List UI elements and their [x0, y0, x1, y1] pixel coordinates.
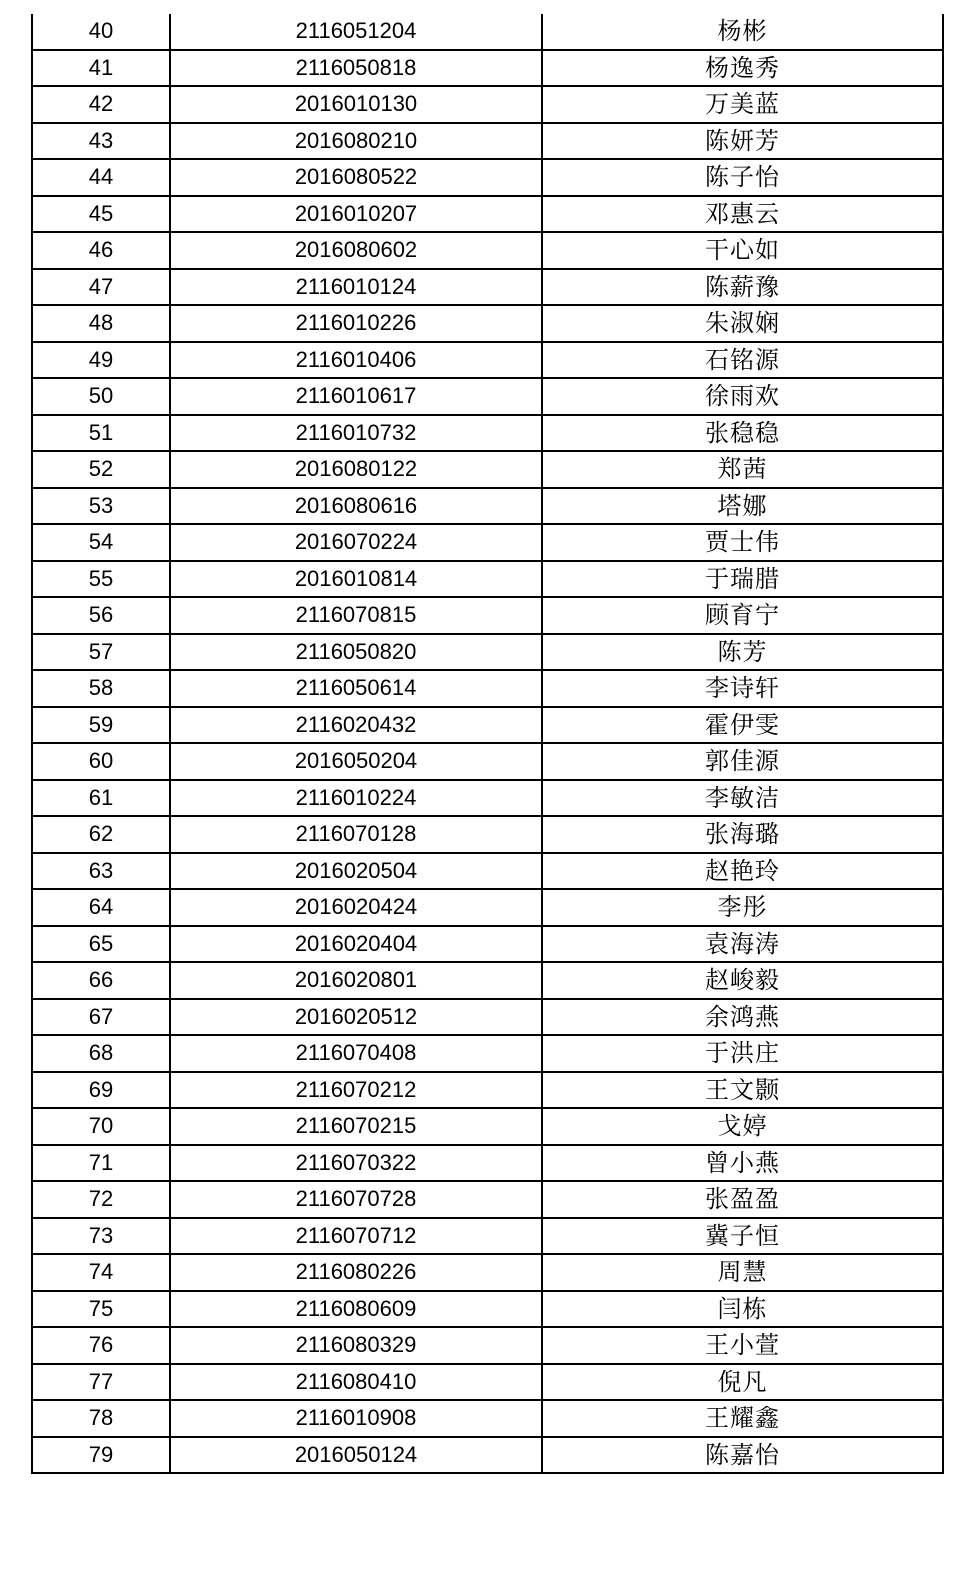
student-id-cell: 2116010124	[170, 269, 542, 306]
row-number-cell: 78	[32, 1400, 170, 1437]
student-name-cell: 塔娜	[542, 488, 943, 525]
row-number-cell: 68	[32, 1035, 170, 1072]
row-number-cell: 56	[32, 597, 170, 634]
row-number-cell: 40	[32, 14, 170, 50]
table-row	[32, 926, 943, 963]
table-row	[32, 853, 943, 890]
student-id-cell: 2116050818	[170, 50, 542, 87]
table-row	[32, 707, 943, 744]
student-name-cell: 李敏洁	[542, 780, 943, 817]
row-number-cell: 66	[32, 962, 170, 999]
student-name-cell: 闫栋	[542, 1291, 943, 1328]
table-row	[32, 743, 943, 780]
table-row	[32, 1291, 943, 1328]
student-name-cell: 冀子恒	[542, 1218, 943, 1255]
student-id-cell: 2016020424	[170, 889, 542, 926]
student-roster-table	[31, 14, 944, 1474]
student-name-cell: 郭佳源	[542, 743, 943, 780]
row-number-cell: 42	[32, 86, 170, 123]
table-row	[32, 1364, 943, 1401]
table-row	[32, 488, 943, 525]
table-row	[32, 1254, 943, 1291]
student-id-cell: 2116010908	[170, 1400, 542, 1437]
student-name-cell: 朱淑娴	[542, 305, 943, 342]
student-id-cell: 2116080226	[170, 1254, 542, 1291]
student-name-cell: 陈嘉怡	[542, 1437, 943, 1474]
table-row	[32, 561, 943, 598]
table-row	[32, 670, 943, 707]
table-row	[32, 1218, 943, 1255]
table-row	[32, 269, 943, 306]
student-name-cell: 邓惠云	[542, 196, 943, 233]
student-name-cell: 陈妍芳	[542, 123, 943, 160]
student-id-cell: 2116080410	[170, 1364, 542, 1401]
table-row	[32, 159, 943, 196]
student-id-cell: 2016080602	[170, 232, 542, 269]
row-number-cell: 49	[32, 342, 170, 379]
table-row	[32, 634, 943, 671]
student-name-cell: 霍伊雯	[542, 707, 943, 744]
student-name-cell: 徐雨欢	[542, 378, 943, 415]
row-number-cell: 65	[32, 926, 170, 963]
student-name-cell: 张盈盈	[542, 1181, 943, 1218]
student-id-cell: 2116051204	[170, 14, 542, 50]
table-row	[32, 816, 943, 853]
student-id-cell: 2016080616	[170, 488, 542, 525]
table-row	[32, 1035, 943, 1072]
student-id-cell: 2016010207	[170, 196, 542, 233]
student-name-cell: 张海璐	[542, 816, 943, 853]
table-row	[32, 1437, 943, 1474]
student-name-cell: 王文颢	[542, 1072, 943, 1109]
student-id-cell: 2116070408	[170, 1035, 542, 1072]
student-name-cell: 赵峻毅	[542, 962, 943, 999]
table-row	[32, 1072, 943, 1109]
student-id-cell: 2116080329	[170, 1327, 542, 1364]
row-number-cell: 69	[32, 1072, 170, 1109]
row-number-cell: 76	[32, 1327, 170, 1364]
row-number-cell: 74	[32, 1254, 170, 1291]
table-row	[32, 999, 943, 1036]
student-name-cell: 倪凡	[542, 1364, 943, 1401]
row-number-cell: 44	[32, 159, 170, 196]
student-name-cell: 李诗轩	[542, 670, 943, 707]
student-id-cell: 2116050820	[170, 634, 542, 671]
student-id-cell: 2116070712	[170, 1218, 542, 1255]
row-number-cell: 51	[32, 415, 170, 452]
table-row	[32, 123, 943, 160]
student-name-cell: 顾育宁	[542, 597, 943, 634]
row-number-cell: 67	[32, 999, 170, 1036]
row-number-cell: 46	[32, 232, 170, 269]
student-id-cell: 2116010617	[170, 378, 542, 415]
row-number-cell: 71	[32, 1145, 170, 1182]
student-id-cell: 2016080122	[170, 451, 542, 488]
student-name-cell: 贾士伟	[542, 524, 943, 561]
table-row	[32, 1145, 943, 1182]
table-row	[32, 1108, 943, 1145]
table-row	[32, 780, 943, 817]
row-number-cell: 43	[32, 123, 170, 160]
student-id-cell: 2116070728	[170, 1181, 542, 1218]
row-number-cell: 70	[32, 1108, 170, 1145]
student-id-cell: 2016020504	[170, 853, 542, 890]
student-name-cell: 陈子怡	[542, 159, 943, 196]
student-id-cell: 2016070224	[170, 524, 542, 561]
row-number-cell: 45	[32, 196, 170, 233]
row-number-cell: 61	[32, 780, 170, 817]
student-id-cell: 2016020404	[170, 926, 542, 963]
table-row	[32, 86, 943, 123]
table-row	[32, 1181, 943, 1218]
table-row	[32, 342, 943, 379]
row-number-cell: 50	[32, 378, 170, 415]
student-id-cell: 2016080522	[170, 159, 542, 196]
student-id-cell: 2116070215	[170, 1108, 542, 1145]
table-row	[32, 962, 943, 999]
table-row	[32, 451, 943, 488]
row-number-cell: 79	[32, 1437, 170, 1474]
row-number-cell: 77	[32, 1364, 170, 1401]
student-id-cell: 2116070128	[170, 816, 542, 853]
student-id-cell: 2116010732	[170, 415, 542, 452]
student-id-cell: 2016010814	[170, 561, 542, 598]
student-name-cell: 杨逸秀	[542, 50, 943, 87]
roster-body	[32, 14, 943, 1473]
student-id-cell: 2116010406	[170, 342, 542, 379]
table-row	[32, 1400, 943, 1437]
student-id-cell: 2116070322	[170, 1145, 542, 1182]
student-id-cell: 2116020432	[170, 707, 542, 744]
student-name-cell: 万美蓝	[542, 86, 943, 123]
student-name-cell: 郑茜	[542, 451, 943, 488]
table-row	[32, 597, 943, 634]
student-id-cell: 2016020801	[170, 962, 542, 999]
student-name-cell: 陈芳	[542, 634, 943, 671]
student-name-cell: 张稳稳	[542, 415, 943, 452]
row-number-cell: 63	[32, 853, 170, 890]
row-number-cell: 62	[32, 816, 170, 853]
table-row	[32, 232, 943, 269]
student-name-cell: 李彤	[542, 889, 943, 926]
student-id-cell: 2016010130	[170, 86, 542, 123]
row-number-cell: 57	[32, 634, 170, 671]
student-name-cell: 王小萱	[542, 1327, 943, 1364]
student-name-cell: 于洪庄	[542, 1035, 943, 1072]
student-id-cell: 2116010224	[170, 780, 542, 817]
row-number-cell: 59	[32, 707, 170, 744]
student-name-cell: 石铭源	[542, 342, 943, 379]
student-id-cell: 2016050204	[170, 743, 542, 780]
row-number-cell: 75	[32, 1291, 170, 1328]
row-number-cell: 72	[32, 1181, 170, 1218]
student-name-cell: 杨彬	[542, 14, 943, 50]
table-row	[32, 305, 943, 342]
student-name-cell: 赵艳玲	[542, 853, 943, 890]
student-name-cell: 干心如	[542, 232, 943, 269]
student-name-cell: 袁海涛	[542, 926, 943, 963]
student-id-cell: 2016050124	[170, 1437, 542, 1474]
student-name-cell: 曾小燕	[542, 1145, 943, 1182]
student-id-cell: 2116070815	[170, 597, 542, 634]
student-name-cell: 戈婷	[542, 1108, 943, 1145]
row-number-cell: 47	[32, 269, 170, 306]
row-number-cell: 52	[32, 451, 170, 488]
row-number-cell: 64	[32, 889, 170, 926]
row-number-cell: 54	[32, 524, 170, 561]
row-number-cell: 48	[32, 305, 170, 342]
student-id-cell: 2116080609	[170, 1291, 542, 1328]
table-row	[32, 378, 943, 415]
row-number-cell: 60	[32, 743, 170, 780]
student-id-cell: 2016080210	[170, 123, 542, 160]
student-id-cell: 2116070212	[170, 1072, 542, 1109]
table-row	[32, 524, 943, 561]
student-name-cell: 陈薪豫	[542, 269, 943, 306]
row-number-cell: 73	[32, 1218, 170, 1255]
student-name-cell: 周慧	[542, 1254, 943, 1291]
student-id-cell: 2116010226	[170, 305, 542, 342]
student-id-cell: 2016020512	[170, 999, 542, 1036]
row-number-cell: 55	[32, 561, 170, 598]
row-number-cell: 53	[32, 488, 170, 525]
student-name-cell: 王耀鑫	[542, 1400, 943, 1437]
student-name-cell: 于瑞腊	[542, 561, 943, 598]
row-number-cell: 41	[32, 50, 170, 87]
table-row	[32, 1327, 943, 1364]
table-row	[32, 50, 943, 87]
table-row	[32, 196, 943, 233]
table-row	[32, 889, 943, 926]
table-row	[32, 14, 943, 50]
row-number-cell: 58	[32, 670, 170, 707]
student-id-cell: 2116050614	[170, 670, 542, 707]
student-name-cell: 余鸿燕	[542, 999, 943, 1036]
table-row	[32, 415, 943, 452]
